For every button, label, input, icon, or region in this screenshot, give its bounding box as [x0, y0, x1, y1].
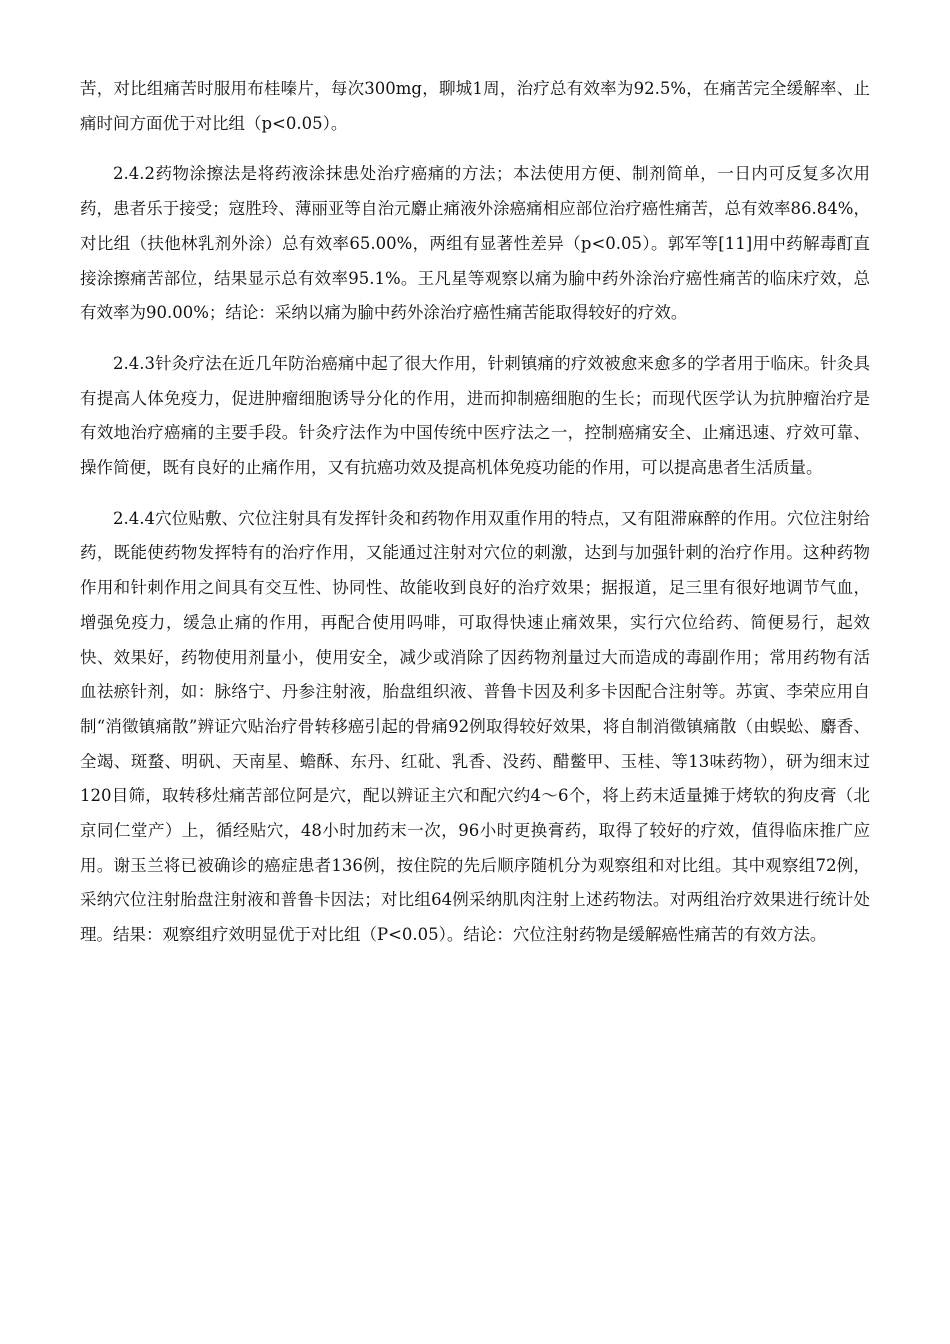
paragraph-2-4-4: 2.4.4穴位贴敷、穴位注射具有发挥针灸和药物作用双重作用的特点，又有阻滞麻醉的作用。穴位注射给药，既能使药物发挥特有的治疗作用，又能通过注射对穴位的刺激，达到与加强针刺的治疗作用。这种药物作用和针刺作用之间具有交互性、协同性、故能收到良好的治疗效果；据报道，足三里有很好地调节气血，增强免疫力，缓急止痛的作用，再配合使用吗啡，可取得快速止痛效果，实行穴位给药、简便易行，起效快、效果好，药物使用剂量小，使用安全，减少或消除了因药物剂量过大而造成的毒副作用；常用药物有活血祛瘀针剂，如：脉络宁、丹参注射液，胎盘组织液、普鲁卡因及利多卡因配合注射等。苏寅、李荣应用自制“消徵镇痛散”辨证穴贴治疗骨转移癌引起的骨痛92例取得较好效果，将自制消徵镇痛散（由蜈蚣、麝香、全竭、斑蝥、明矾、天南星、蟾酥、东丹、红砒、乳香、没药、醋鳖甲、玉桂、等13味药物），研为细末过120目筛，取转移灶痛苦部位阿是穴，配以辨证主穴和配穴约4～6个，将上药末适量摊于烤软的狗皮膏（北京同仁堂产）上，循经贴穴，48小时加药末一次，96小时更换膏药，取得了较好的疗效，值得临床推广应用。谢玉兰将已被确诊的癌症患者136例，按住院的先后顺序随机分为观察组和对比组。其中观察组72例，采纳穴位注射胎盘注射液和普鲁卡因法；对比组64例采纳肌肉注射上述药物法。对两组治疗效果进行统计处理。结果：观察组疗效明显优于对比组（P<0.05）。结论：穴位注射药物是缓解癌性痛苦的有效方法。 — [80, 508, 870, 945]
paragraph-continuation: 苦，对比组痛苦时服用布桂嗪片，每次300mg，聊城1周，治疗总有效率为92.5%，在痛苦完全缓解率、止痛时间方面优于对比组（p<0.05）。 — [80, 79, 870, 133]
document-body — [80, 72, 870, 969]
paragraph-2-4-3: 2.4.3针灸疗法在近几年防治癌痛中起了很大作用，针刺镇痛的疗效被愈来愈多的学者用于临床。针灸具有提高人体免疫力，促进肿瘤细胞诱导分化的作用，进而抑制癌细胞的生长；而现代医学认为抗肿瘤治疗是有效地治疗癌痛的主要手段。针灸疗法作为中国传统中医疗法之一，控制癌痛安全、止痛迅速、疗效可靠、操作简便，既有良好的止痛作用，又有抗癌功效及提高机体免疫功能的作用，可以提高患者生活质量。 — [80, 353, 870, 478]
paragraph-2-4-2: 2.4.2药物涂擦法是将药液涂抹患处治疗癌痛的方法；本法使用方便、制剂简单，一日内可反复多次用药，患者乐于接受；寇胜玲、薄丽亚等自治元麝止痛液外涂癌痛相应部位治疗癌性痛苦，总有效率86.84%，对比组（扶他林乳剂外涂）总有效率65.00%，两组有显著性差异（p<0.05）。郭军等[11]用中药解毒酊直接涂擦痛苦部位，结果显示总有效率95.1%。王凡星等观察以痛为腧中药外涂治疗癌性痛苦的临床疗效，总有效率为90.00%；结论：采纳以痛为腧中药外涂治疗癌性痛苦能取得较好的疗效。 — [80, 164, 870, 323]
